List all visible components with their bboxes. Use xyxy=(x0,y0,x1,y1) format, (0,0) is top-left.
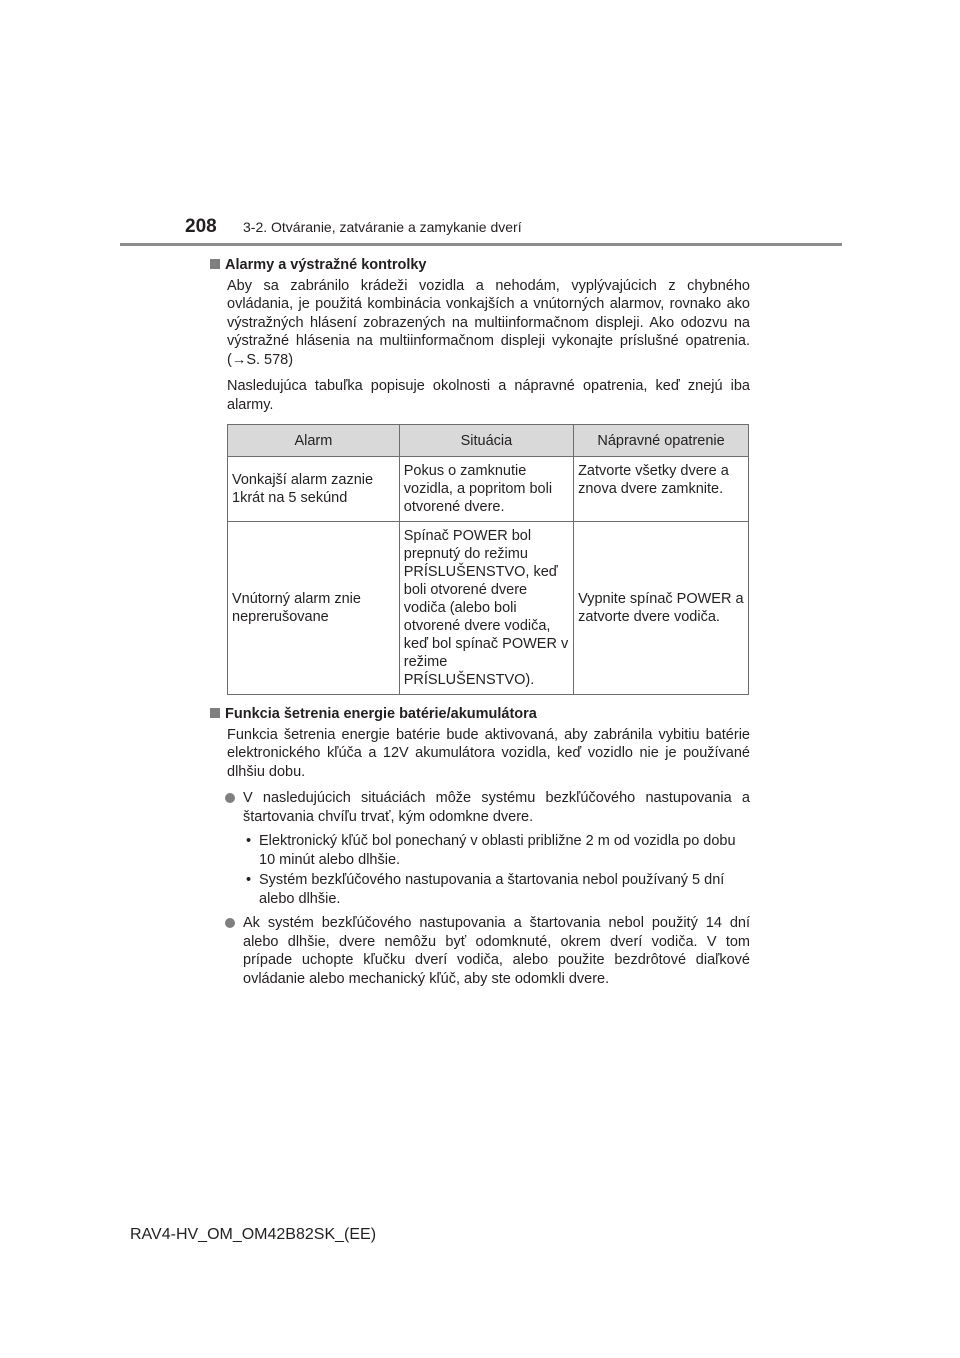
sub-list-item: • Systém bezkľúčového nastupovania a štartovania nebol používaný 5 dní alebo dlhšie. xyxy=(246,872,725,907)
table-row xyxy=(228,522,749,695)
column-header: Alarm xyxy=(228,425,400,457)
table-cell: Vypnite spínač POWER a zatvorte dvere vodiča. xyxy=(574,522,749,695)
square-bullet-icon xyxy=(210,708,220,718)
paragraph: Nasledujúca tabuľka popisuje okolnosti a nápravné opatrenia, keď znejú iba alarmy. xyxy=(227,378,750,413)
page-header xyxy=(185,216,805,246)
sub-list-item: • Elektronický kľúč bol ponechaný v oblasti približne 2 m od vozidla po dobu 10 minút alebo dlhšie. xyxy=(246,833,736,868)
column-header: Situácia xyxy=(399,425,573,457)
table-row xyxy=(228,457,749,522)
list-item: Ak systém bezkľúčového nastupovania a štartovania nebol použitý 14 dní alebo dlhšie, dvere nemôžu byť odomknuté, okrem dverí vodiča. V tom prípade uchopte kľučku dverí vodiča, alebo použite bezdrôtové diaľkové ovládanie alebo mechanický kľúč, aby ste odomkli dvere. xyxy=(210,914,750,988)
section-heading-battery-saving: Funkcia šetrenia energie batérie/akumulátora xyxy=(195,705,735,724)
circle-bullet-icon xyxy=(225,793,235,803)
circle-bullet-icon xyxy=(225,918,235,928)
paragraph: Aby sa zabránilo krádeži vozidla a nehodám, vyplývajúcich z chybného ovládania, je použitá kombinácia vonkajších a vnútorných alarmov, rovnako ako výstražných hlásení zobrazených na multiinformačnom displeji. Ako odozvu na výstražné hlásenia na multiinformačnom displeji vykonajte príslušné opatrenia. (→S. 578) xyxy=(227,277,750,368)
table-cell: Spínač POWER bol prepnutý do režimu PRÍSLUŠENSTVO, keď boli otvorené dvere vodiča (alebo boli otvorené dvere vodiča, keď bol spínač POWER v režime PRÍSLUŠENSTVO). xyxy=(399,522,573,695)
square-bullet-icon xyxy=(210,259,220,269)
table-cell: Vonkajší alarm zaznie 1krát na 5 sekúnd xyxy=(228,457,400,522)
section-heading-alarms: Alarmy a výstražné kontrolky xyxy=(195,256,735,275)
list-item: V nasledujúcich situáciách môže systému bezkľúčového nastupovania a štartovania chvíľu trvať, kým odomkne dvere. xyxy=(210,789,750,826)
table-cell: Pokus o zamknutie vozidla, a popritom boli otvorené dvere. xyxy=(399,457,573,522)
alarm-table xyxy=(227,424,749,695)
dot-bullet-icon: • xyxy=(246,833,252,849)
table-cell: Vnútorný alarm znie neprerušovane xyxy=(228,522,400,695)
table-header-row xyxy=(228,425,749,457)
page-content xyxy=(210,256,750,994)
footer-code: RAV4-HV_OM_OM42B82SK_(EE) xyxy=(130,1226,377,1243)
header-rule xyxy=(120,243,842,246)
column-header: Nápravné opatrenie xyxy=(574,425,749,457)
section-title: 3-2. Otváranie, zatváranie a zamykanie dverí xyxy=(243,219,522,235)
table-cell: Zatvorte všetky dvere a znova dvere zamknite. xyxy=(574,457,749,522)
page-number: 208 xyxy=(185,216,217,237)
paragraph: Funkcia šetrenia energie batérie bude aktivovaná, aby zabránila vybitiu batérie elektronického kľúča a 12V akumulátora vozidla, keď vozidlo nie je používané dlhšiu dobu. xyxy=(227,726,750,780)
dot-bullet-icon: • xyxy=(246,872,252,888)
